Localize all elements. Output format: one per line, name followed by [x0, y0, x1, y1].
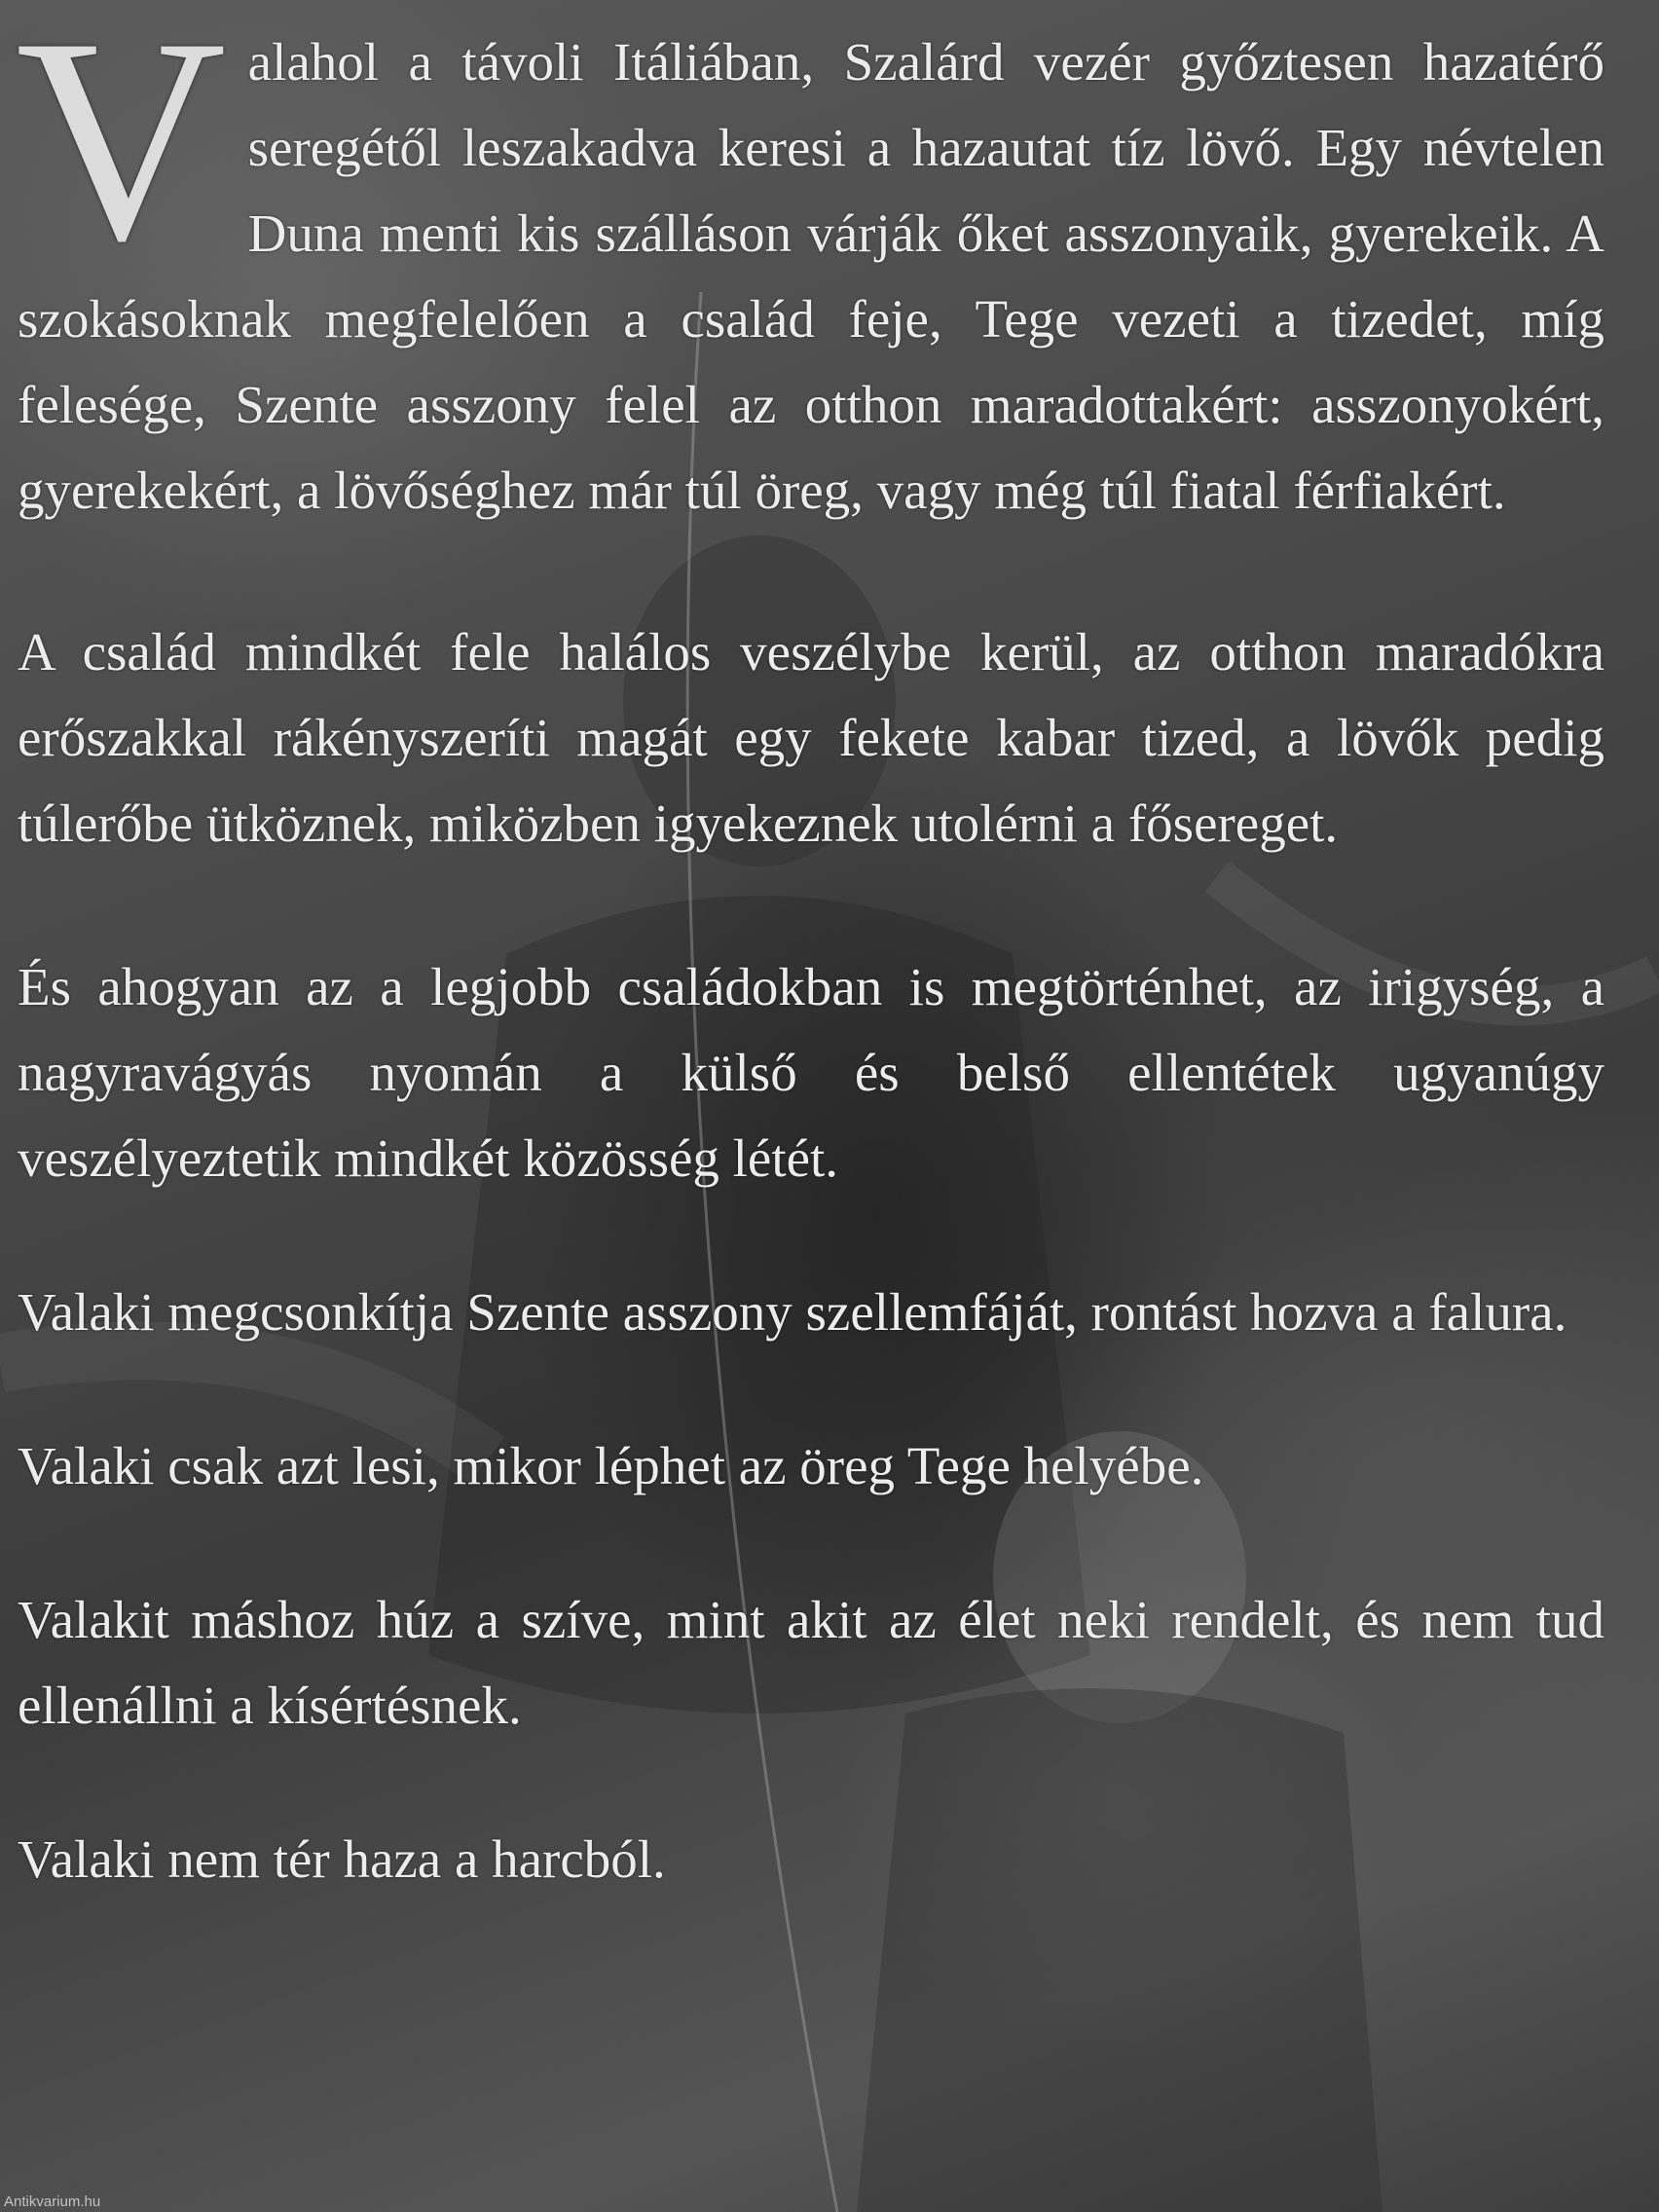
- blurb-paragraph-1: [16, 0, 1604, 534]
- blurb-paragraph-2: A család mindkét fele halálos veszélybe kerül, az otthon maradókra erőszakkal rákényszeríti magát egy fekete kabar tized, a lövők pedig túlerőbe ütköznek, miközben igyekeznek utolérni a fősereget.: [18, 622, 1604, 853]
- source-watermark: Antikvarium.hu: [4, 2194, 101, 2210]
- blurb-text: [16, 0, 1604, 1902]
- blurb-paragraph-5: Valaki csak azt lesi, mikor léphet az öreg Tege helyébe.: [18, 1436, 1204, 1495]
- blurb-paragraph-4: Valaki megcsonkítja Szente asszony szellemfáját, rontást hozva a falura.: [18, 1282, 1567, 1342]
- blurb-paragraph-6: Valakit máshoz húz a szíve, mint akit az élet neki rendelt, és nem tud ellenállni a kísértésnek.: [18, 1590, 1604, 1735]
- paragraph-1-text: alahol a távoli Itáliában, Szalárd vezér győztesen hazatérő seregétől leszakadva keresi a hazautat tíz lövő. Egy névtelen Duna menti kis szálláson várják őket asszonyaik, gyerekeik. A szokásoknak megfelelően a család feje, Tege vezeti a tizedet, míg felesége, Szente asszony felel az otthon maradottakért: asszonyokért, gyerekekért, a lövőséghez már túl öreg, vagy még túl fiatal férfiakért.: [18, 32, 1604, 520]
- drop-cap-letter: V: [16, 0, 227, 301]
- blurb-paragraph-7: Valaki nem tér haza a harcból.: [18, 1829, 666, 1889]
- blurb-paragraph-3: És ahogyan az a legjobb családokban is megtörténhet, az irigység, a nagyravágyás nyomán a külső és belső ellentétek ugyanúgy veszélyeztetik mindkét közösség létét.: [18, 957, 1604, 1188]
